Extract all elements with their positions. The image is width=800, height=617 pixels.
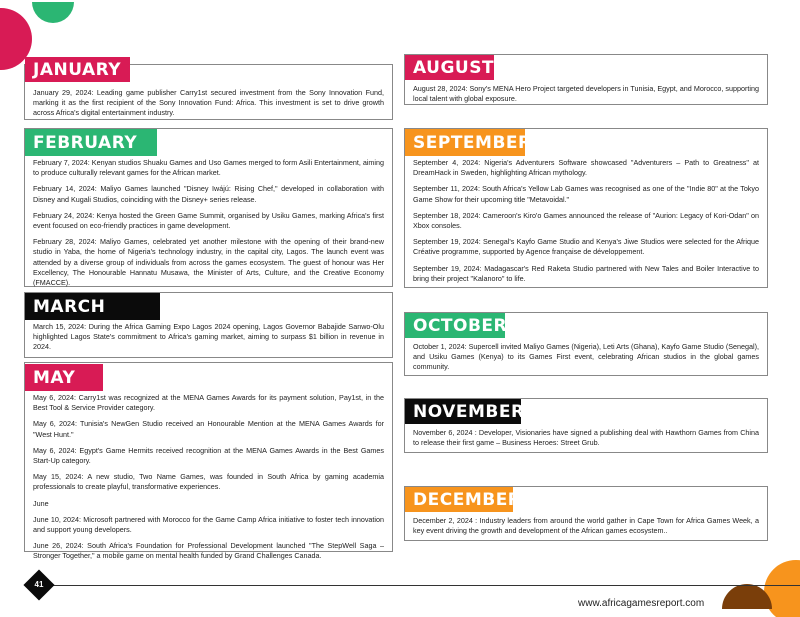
august-header — [405, 55, 494, 80]
entry: September 19, 2024: Senegal's Kayfo Game Studio and Kenya's Jiwe Studios were selected for the Afrique Créative programme, supported by Agence française de développement. — [413, 237, 759, 257]
entry: June 26, 2024: South Africa's Foundation for Professional Development launched "The StepWell Saga – Stronger Together," a mobile game on mental health funded by Grand Challenges Canada. — [33, 541, 384, 561]
august-entries — [413, 84, 759, 110]
entry: June 10, 2024: Microsoft partnered with Morocco for the Game Camp Africa initiative to foster tech innovation and support young developers. — [33, 514, 384, 535]
entry: February 28, 2024: Maliyo Games, celebrated yet another milestone with the opening of their brand-new studio in Yaba, the home of Nigeria's technology industry, in the capital city, Lagos. The launch event was attended by a diverse group of individuals from across the games ecosystem. The guest of honour was Her Excellency, The Honourable Hannatu Musawa, the Minister of Arts, Culture, and the Creative Economy (FMACCE). — [33, 237, 384, 288]
january-header — [25, 57, 130, 82]
entry: May 6, 2024: Carry1st was recognized at the MENA Games Awards for its payment solution, Pay1st, in the Best Tool & Service Provider category. — [33, 393, 384, 413]
march-entries — [33, 322, 384, 359]
month-label-march: MARCH — [25, 293, 160, 320]
entry: June — [33, 498, 49, 508]
november-header — [405, 399, 525, 424]
month-label-february: FEBRUARY — [25, 129, 157, 156]
page-number: 41 — [34, 580, 44, 589]
website-link[interactable]: www.africagamesreport.com — [578, 598, 705, 609]
entry: September 11, 2024: South Africa's Yellow Lab Games was recognised as one of the "Indie 80" at the Tokyo Game Show for their upcoming title "Metavoidal." — [413, 184, 759, 204]
january-entries — [33, 88, 384, 125]
month-label-september: SEPTEMBER — [405, 129, 525, 156]
october-entries — [413, 342, 759, 379]
entry: February 7, 2024: Kenyan studios Shuaku Games and Uso Games merged to form Asili Entertainment, aiming to produce culturally relevant games for the African market. — [33, 158, 384, 178]
month-label-august: AUGUST — [405, 55, 494, 80]
month-label-december: DECEMBER — [405, 487, 513, 512]
entry: August 28, 2024: Sony's MENA Hero Project targeted developers in Tunisia, Egypt, and Morocco, supporting local talent with global exposure. — [413, 84, 759, 104]
entry: October 1, 2024: Supercell invited Maliyo Games (Nigeria), Leti Arts (Ghana), Kayfo Game Studio (Senegal), and Usiku Games (Kenya) to its Games First event, celebrating African studios in the global games community. — [413, 342, 759, 372]
decorative-green-half-circle — [32, 2, 74, 23]
entry: May 6, 2024: Egypt's Game Hermits received recognition at the MENA Games Awards in the Best Games Start-Up category. — [33, 445, 384, 466]
march-header — [25, 293, 160, 320]
entry: November 6, 2024 : Developer, Visionaries have signed a publishing deal with Hawthorn Games from China to release their first game – Business Heroes: Street Grub. — [413, 428, 759, 448]
entry: September 4, 2024: Nigeria's Adventurers Software showcased "Adventurers – Path to Greatness" at DreamHack in Sweden, highlighting African mythology. — [413, 158, 759, 178]
may-entries — [33, 393, 384, 568]
october-header — [405, 313, 508, 338]
may-header — [25, 364, 103, 391]
february-entries — [33, 158, 384, 294]
december-header — [405, 487, 522, 512]
february-header — [25, 129, 157, 156]
month-label-november: NOVEMBER — [405, 399, 521, 424]
entry: September 19, 2024: Madagascar's Red Raketa Studio partnered with New Tales and Boiler Interactive to bring their project "Kalanoro" to life. — [413, 263, 759, 283]
month-label-october: OCTOBER — [405, 313, 505, 338]
entry: February 24, 2024: Kenya hosted the Green Game Summit, organised by Usiku Games, marking Africa's first event focused on eco-friendly practices in game development. — [33, 210, 384, 231]
footer-divider — [48, 585, 800, 586]
entry: May 15, 2024: A new studio, Two Name Games, was founded in South Africa by gaming academia professionals to create playful, transformative experiences. — [33, 472, 384, 492]
entry: September 18, 2024: Cameroon's Kiro'o Games announced the release of "Aurion: Legacy of Kori-Odan" on Xbox consoles. — [413, 210, 759, 231]
entry: March 15, 2024: During the Africa Gaming Expo Lagos 2024 opening, Lagos Governor Babajide Sanwo-Olu highlighted Lagos State's commitment to Africa's gaming market, aiming to surpass $1 billion in revenue in 2024. — [33, 322, 384, 352]
entry: February 14, 2024: Maliyo Games launched "Disney Iwájú: Rising Chef," developed in collaboration with Disney and Kugali Studios, coinciding with the Disney+ series release. — [33, 184, 384, 204]
november-entries — [413, 428, 759, 454]
entry: January 29, 2024: Leading game publisher Carry1st secured investment from the Sony Innovation Fund, marking it as the first recipient of the Sony Innovation Fund: Africa. This investment is set to drive growth across Africa's digital entertainment industry. — [33, 88, 384, 118]
september-entries — [413, 158, 759, 290]
month-label-january: JANUARY — [25, 57, 130, 82]
entry: May 6, 2024: Tunisia's NewGen Studio received an Honourable Mention at the MENA Games Awards for "West Hunt." — [33, 419, 384, 439]
month-label-may: MAY — [25, 364, 103, 391]
september-header — [405, 129, 532, 156]
entry: December 2, 2024 : Industry leaders from around the world gather in Cape Town for Africa Games Week, a key event driving the growth and development of the African games ecosystem.. — [413, 516, 759, 536]
december-entries — [413, 516, 759, 542]
